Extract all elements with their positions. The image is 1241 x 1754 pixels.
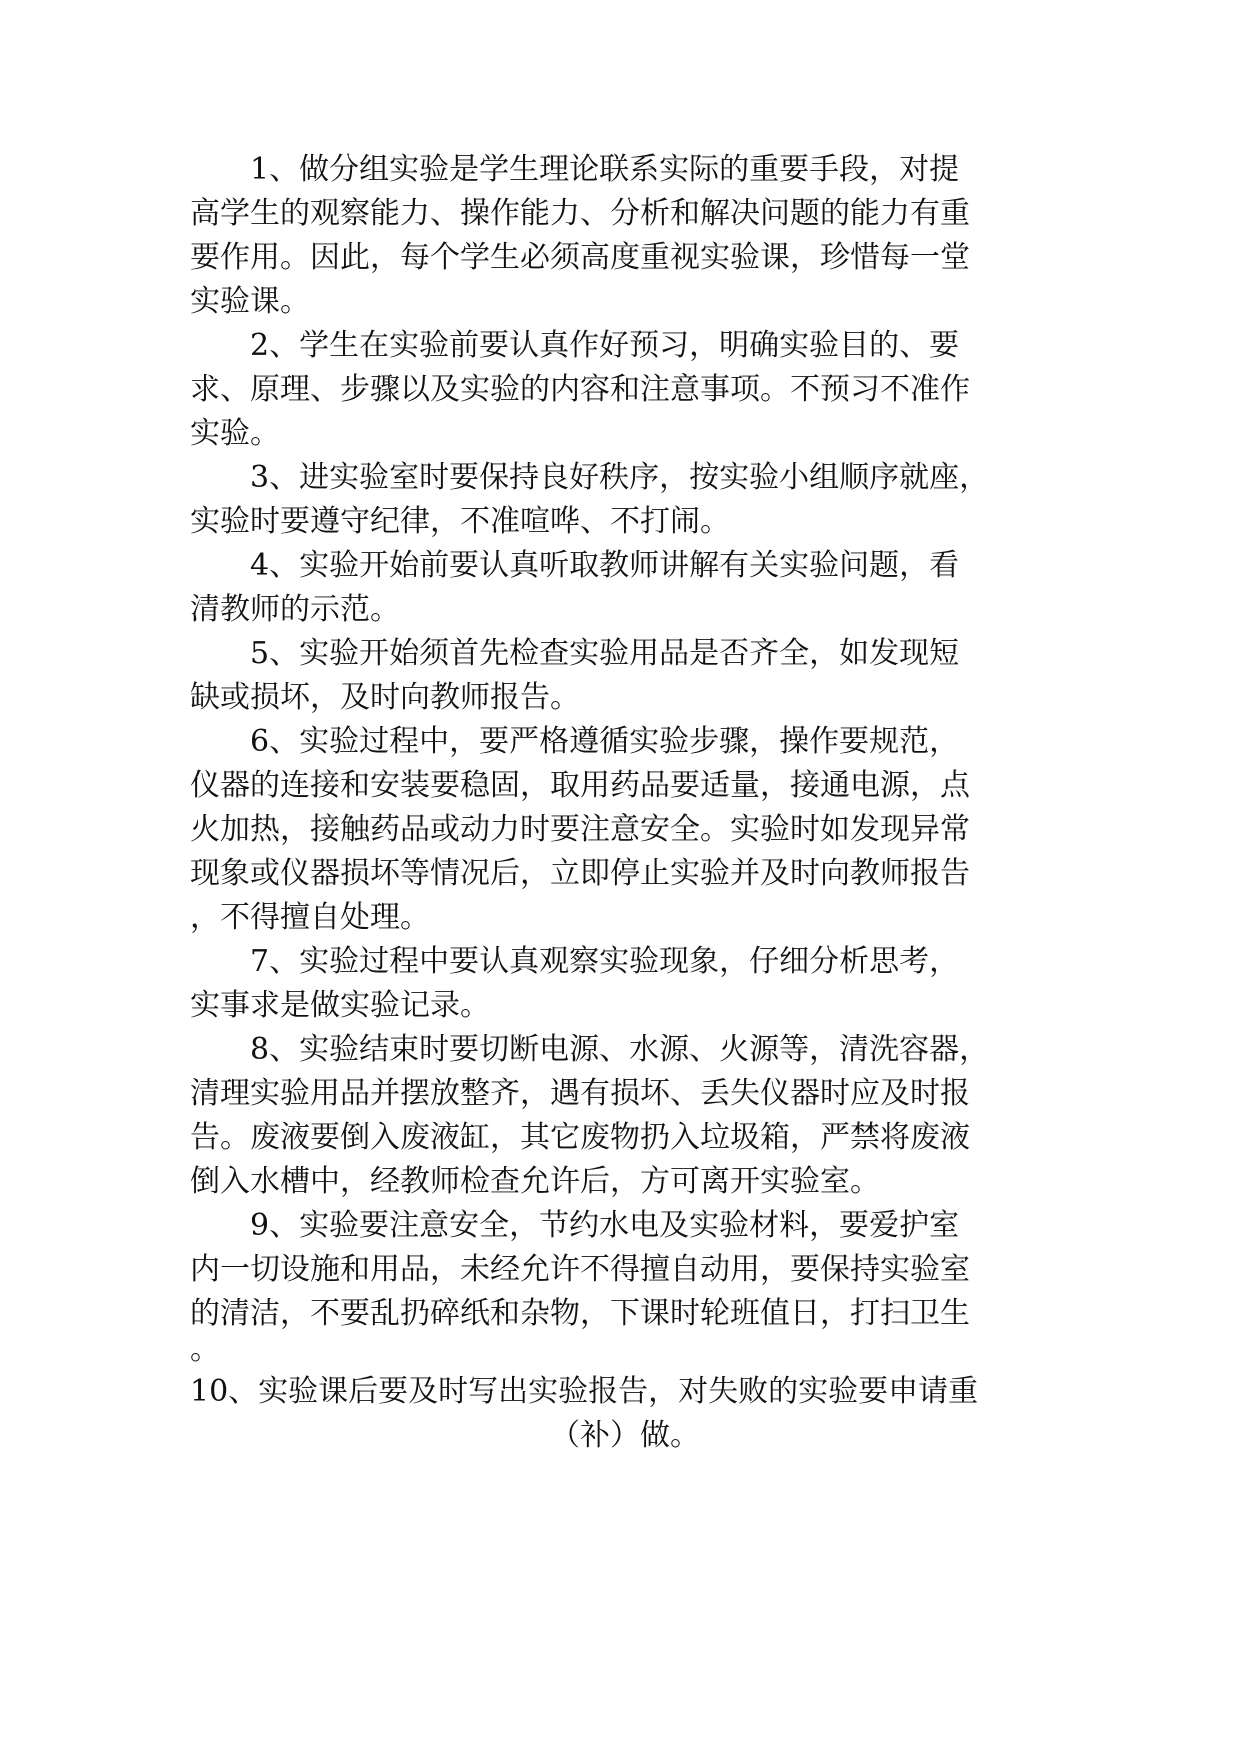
rule-6-line-4: 现象或仪器损坏等情况后，立即停止实验并及时向教师报告 bbox=[190, 856, 970, 891]
rule-1-line-1: 1、做分组实验是学生理论联系实际的重要手段，对提 bbox=[250, 152, 960, 187]
rule-10-line-1: 10、实验课后要及时写出实验报告，对失败的实验要申请重 bbox=[190, 1374, 979, 1409]
rule-2-line-1: 2、学生在实验前要认真作好预习，明确实验目的、要 bbox=[250, 328, 960, 363]
rule-8-line-3: 告。废液要倒入废液缸，其它废物扔入垃圾箱，严禁将废液 bbox=[190, 1120, 970, 1155]
rule-1-line-4: 实验课。 bbox=[190, 284, 310, 319]
rule-7-line-1: 7、实验过程中要认真观察实验现象，仔细分析思考， bbox=[250, 944, 960, 979]
rule-8-line-4: 倒入水槽中，经教师检查允许后，方可离开实验室。 bbox=[190, 1164, 880, 1199]
rule-1-line-2: 高学生的观察能力、操作能力、分析和解决问题的能力有重 bbox=[190, 196, 970, 231]
rule-6-line-3: 火加热，接触药品或动力时要注意安全。实验时如发现异常 bbox=[190, 812, 970, 847]
rule-7-line-2: 实事求是做实验记录。 bbox=[190, 988, 490, 1023]
rule-5-line-2: 缺或损坏，及时向教师报告。 bbox=[190, 680, 580, 715]
rule-10-line-2: （补）做。 bbox=[550, 1418, 700, 1453]
rule-2-line-3: 实验。 bbox=[190, 416, 280, 451]
rule-6-line-1: 6、实验过程中，要严格遵循实验步骤，操作要规范， bbox=[250, 724, 960, 759]
rule-6-line-5: ，不得擅自处理。 bbox=[190, 900, 430, 935]
rule-3-line-1: 3、进实验室时要保持良好秩序，按实验小组顺序就座， bbox=[250, 460, 990, 495]
rule-8-line-1: 8、实验结束时要切断电源、水源、火源等，清洗容器， bbox=[250, 1032, 990, 1067]
rule-6-line-2: 仪器的连接和安装要稳固，取用药品要适量，接通电源，点 bbox=[190, 768, 970, 803]
rule-9-line-1: 9、实验要注意安全，节约水电及实验材料，要爱护室 bbox=[250, 1208, 960, 1243]
rule-2-line-2: 求、原理、步骤以及实验的内容和注意事项。不预习不准作 bbox=[190, 372, 970, 407]
rule-9-line-3: 的清洁，不要乱扔碎纸和杂物，下课时轮班值日，打扫卫生 bbox=[190, 1296, 970, 1331]
rule-9-line-4: 。 bbox=[190, 1332, 220, 1367]
rule-4-line-2: 清教师的示范。 bbox=[190, 592, 400, 627]
rule-4-line-1: 4、实验开始前要认真听取教师讲解有关实验问题，看 bbox=[250, 548, 960, 583]
rule-1-line-3: 要作用。因此，每个学生必须高度重视实验课，珍惜每一堂 bbox=[190, 240, 970, 275]
rule-9-line-2: 内一切设施和用品，未经允许不得擅自动用，要保持实验室 bbox=[190, 1252, 970, 1287]
rule-5-line-1: 5、实验开始须首先检查实验用品是否齐全，如发现短 bbox=[250, 636, 960, 671]
rule-3-line-2: 实验时要遵守纪律，不准喧哗、不打闹。 bbox=[190, 504, 730, 539]
rule-8-line-2: 清理实验用品并摆放整齐，遇有损坏、丢失仪器时应及时报 bbox=[190, 1076, 970, 1111]
